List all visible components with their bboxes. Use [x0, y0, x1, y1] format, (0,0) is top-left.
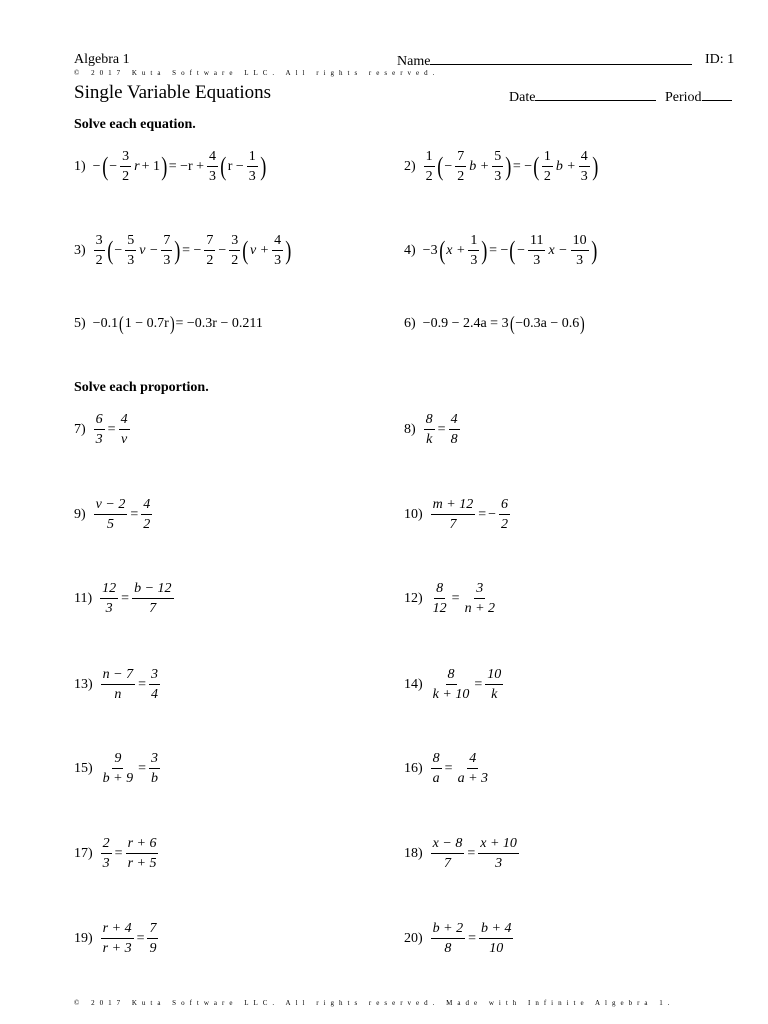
problem-number: 4) — [404, 242, 416, 258]
fraction — [424, 412, 435, 447]
fraction — [499, 497, 510, 532]
equation — [99, 667, 162, 702]
term: = − — [489, 242, 509, 258]
close-paren: ) — [169, 313, 175, 335]
numerator: 9 — [112, 751, 123, 769]
numerator: 3 — [149, 751, 160, 769]
fraction — [571, 233, 589, 268]
denominator: r + 5 — [127, 856, 157, 871]
close-paren: ) — [161, 151, 168, 181]
numerator: 8 — [431, 751, 442, 769]
fraction — [94, 412, 105, 447]
denominator: 2 — [231, 253, 239, 268]
open-paren: ( — [119, 313, 124, 335]
fraction — [485, 667, 503, 702]
period-label: Period — [665, 90, 702, 105]
problem-number: 15) — [74, 760, 93, 776]
numerator: 10 — [485, 667, 503, 685]
copyright-line: © 2017 Kuta Software LLC. All rights reserved. — [74, 69, 440, 77]
open-paren: ( — [509, 313, 515, 335]
fraction — [463, 581, 497, 616]
numerator: 4 — [119, 412, 130, 430]
denominator: 2 — [206, 253, 214, 268]
fraction — [468, 233, 479, 268]
close-paren: ) — [580, 313, 585, 335]
term: = −0.3r − 0.211 — [175, 316, 263, 331]
fraction — [149, 751, 160, 786]
denominator: 2 — [95, 253, 103, 268]
numerator: 8 — [434, 581, 445, 599]
term: b + — [469, 158, 490, 174]
denominator: a + 3 — [457, 771, 489, 786]
denominator: k — [426, 432, 433, 447]
numerator: 3 — [120, 149, 131, 167]
equation — [92, 233, 292, 268]
problem-number: 8) — [404, 421, 416, 437]
problem-20 — [404, 921, 515, 956]
denominator: 12 — [432, 601, 447, 616]
term: − — [92, 158, 101, 174]
fraction — [125, 233, 136, 268]
equation — [429, 581, 499, 616]
open-paren: ( — [509, 235, 516, 265]
problem-number: 7) — [74, 421, 86, 437]
variable: r — [134, 158, 140, 174]
problem-number: 13) — [74, 676, 93, 692]
equation — [99, 751, 162, 786]
fraction — [431, 581, 449, 616]
name-blank[interactable] — [430, 52, 692, 65]
denominator: 7 — [444, 856, 451, 871]
problem-13 — [74, 667, 162, 702]
fraction — [147, 921, 158, 956]
problem-2 — [404, 149, 598, 184]
problem-number: 3) — [74, 242, 86, 258]
numerator: 4 — [207, 149, 218, 167]
numerator: 7 — [161, 233, 172, 251]
problem-17 — [74, 836, 160, 871]
course-name: Algebra 1 — [74, 52, 130, 67]
numerator: 7 — [204, 233, 215, 251]
term: −0.3a − 0.6 — [515, 316, 580, 331]
problem-3 — [74, 233, 292, 268]
term: x − — [548, 242, 568, 258]
term: + 1 — [141, 158, 161, 174]
equals-sign: = — [474, 676, 483, 692]
fraction — [119, 412, 130, 447]
fraction — [126, 836, 159, 871]
denominator: 3 — [105, 601, 113, 616]
numerator: 8 — [424, 412, 435, 430]
denominator: 8 — [444, 941, 452, 956]
numerator: b + 2 — [431, 921, 465, 939]
problem-6 — [404, 314, 585, 334]
denominator: 3 — [580, 169, 588, 184]
fraction — [479, 921, 513, 956]
fraction — [272, 233, 283, 268]
equation — [92, 497, 155, 532]
numerator: 8 — [446, 667, 457, 685]
denominator: 2 — [143, 517, 151, 532]
denominator: k + 10 — [432, 687, 470, 702]
equals-sign: = — [130, 506, 139, 522]
term: −3 — [422, 242, 438, 258]
fraction — [101, 836, 112, 871]
close-paren: ) — [592, 151, 599, 181]
fraction — [229, 233, 240, 268]
fraction — [431, 751, 442, 786]
numerator: 7 — [147, 921, 158, 939]
name-label: Name — [397, 54, 431, 69]
term: 1 − 0.7r — [124, 316, 169, 331]
fraction — [247, 149, 258, 184]
numerator: 5 — [492, 149, 503, 167]
equation — [429, 921, 516, 956]
equation — [422, 149, 599, 184]
term: v + — [249, 242, 270, 258]
problem-8 — [404, 412, 462, 447]
fraction — [161, 233, 172, 268]
equation — [422, 412, 462, 447]
problem-19 — [74, 921, 160, 956]
problem-number: 17) — [74, 845, 93, 861]
numerator: 6 — [94, 412, 105, 430]
problem-7 — [74, 412, 132, 447]
equals-sign: = — [114, 845, 123, 861]
numerator: 4 — [579, 149, 590, 167]
close-paren: ) — [285, 235, 292, 265]
open-paren: ( — [242, 235, 249, 265]
problem-number: 19) — [74, 930, 93, 946]
numerator: n − 7 — [101, 667, 135, 685]
open-paren: ( — [438, 235, 445, 265]
problem-14 — [404, 667, 505, 702]
equation — [92, 314, 264, 334]
denominator: 2 — [457, 169, 465, 184]
denominator: 3 — [495, 856, 503, 871]
fraction — [579, 149, 590, 184]
equals-sign: = — [136, 930, 145, 946]
fraction — [204, 233, 215, 268]
numerator: 5 — [125, 233, 136, 251]
problem-4 — [404, 233, 597, 268]
denominator: n — [114, 687, 122, 702]
fraction — [431, 667, 472, 702]
problem-number: 2) — [404, 158, 416, 174]
denominator: 3 — [576, 253, 584, 268]
equals-sign: = — [478, 506, 487, 522]
fraction — [101, 921, 134, 956]
term: − — [517, 242, 525, 258]
numerator: 4 — [449, 412, 460, 430]
problem-number: 12) — [404, 590, 423, 606]
open-paren: ( — [101, 151, 108, 181]
numerator: 3 — [474, 581, 485, 599]
term: v − — [139, 242, 159, 258]
equation — [92, 412, 132, 447]
fraction — [100, 581, 118, 616]
problem-number: 1) — [74, 158, 86, 174]
open-paren: ( — [220, 151, 227, 181]
numerator: 12 — [100, 581, 118, 599]
numerator: 1 — [424, 149, 435, 167]
page-title: Single Variable Equations — [74, 82, 272, 103]
section-heading-proportions: Solve each proportion. — [74, 380, 209, 395]
denominator: b + 9 — [102, 771, 134, 786]
numerator: 4 — [467, 751, 478, 769]
denominator: 3 — [274, 253, 282, 268]
fraction — [101, 667, 135, 702]
problem-number: 16) — [404, 760, 423, 776]
term: = − — [512, 158, 533, 174]
denominator: 4 — [151, 687, 159, 702]
problem-16 — [404, 751, 492, 786]
fraction — [431, 836, 465, 871]
problem-number: 14) — [404, 676, 423, 692]
problem-number: 20) — [404, 930, 423, 946]
term: −0.9 − 2.4a = 3 — [422, 316, 509, 331]
close-paren: ) — [505, 151, 512, 181]
section-heading-equations: Solve each equation. — [74, 117, 196, 132]
fraction — [141, 497, 152, 532]
equation — [99, 836, 161, 871]
denominator: 10 — [489, 941, 504, 956]
period-blank[interactable] — [702, 88, 732, 101]
problem-9 — [74, 497, 154, 532]
name-field[interactable] — [397, 52, 692, 70]
fraction — [455, 149, 466, 184]
problem-10 — [404, 497, 512, 532]
denominator: 7 — [449, 517, 457, 532]
denominator: 3 — [494, 169, 502, 184]
term: = −r + — [168, 158, 205, 174]
date-blank[interactable] — [535, 88, 656, 101]
fraction — [94, 233, 105, 268]
open-paren: ( — [106, 235, 114, 265]
denominator: 3 — [102, 856, 110, 871]
equation — [429, 751, 492, 786]
equals-sign: = — [467, 845, 476, 861]
denominator: 7 — [149, 601, 157, 616]
denominator: 3 — [470, 253, 478, 268]
numerator: 4 — [272, 233, 283, 251]
numerator: 11 — [528, 233, 545, 251]
fraction — [449, 412, 460, 447]
equals-sign: = — [468, 930, 477, 946]
equation — [429, 667, 506, 702]
equation — [429, 497, 512, 532]
fraction — [132, 581, 173, 616]
denominator: 3 — [533, 253, 541, 268]
close-paren: ) — [260, 151, 267, 181]
problem-number: 9) — [74, 506, 86, 522]
numerator: 6 — [499, 497, 510, 515]
problem-15 — [74, 751, 162, 786]
term: = − — [182, 242, 202, 258]
term: − — [109, 158, 118, 174]
fraction — [101, 751, 135, 786]
date-label: Date — [509, 90, 536, 105]
numerator: 1 — [542, 149, 553, 167]
numerator: 3 — [94, 233, 105, 251]
problem-11 — [74, 581, 176, 616]
equation — [92, 149, 267, 184]
equals-sign: = — [437, 421, 446, 437]
numerator: 3 — [149, 667, 160, 685]
numerator: 1 — [247, 149, 258, 167]
minus-sign: − — [488, 506, 497, 522]
problem-number: 18) — [404, 845, 423, 861]
fraction — [424, 149, 435, 184]
denominator: 3 — [95, 432, 103, 447]
fraction — [528, 233, 545, 268]
term: b + — [555, 158, 576, 174]
numerator: r + 4 — [101, 921, 134, 939]
fraction — [149, 667, 160, 702]
fraction — [431, 921, 465, 956]
fraction — [492, 149, 503, 184]
problem-number: 11) — [74, 590, 93, 606]
problem-number: 10) — [404, 506, 423, 522]
denominator: b — [151, 771, 159, 786]
fraction — [456, 751, 490, 786]
denominator: 2 — [122, 169, 130, 184]
numerator: b − 12 — [132, 581, 173, 599]
denominator: 5 — [107, 517, 114, 532]
period-field[interactable] — [665, 88, 732, 106]
denominator: 3 — [127, 253, 135, 268]
numerator: r + 6 — [126, 836, 159, 854]
fraction — [478, 836, 519, 871]
fraction — [120, 149, 131, 184]
term: r − — [227, 158, 244, 174]
equals-sign: = — [138, 676, 147, 692]
numerator: 2 — [101, 836, 112, 854]
open-paren: ( — [436, 151, 444, 181]
numerator: 1 — [468, 233, 479, 251]
worksheet-id: ID: 1 — [705, 52, 735, 67]
fraction — [207, 149, 218, 184]
problem-12 — [404, 581, 499, 616]
equation — [422, 314, 585, 334]
date-field[interactable] — [509, 88, 656, 106]
equals-sign: = — [107, 421, 116, 437]
denominator: 2 — [501, 517, 509, 532]
fraction — [94, 497, 128, 532]
numerator: 3 — [229, 233, 240, 251]
numerator: x + 10 — [478, 836, 519, 854]
term: − — [444, 158, 453, 174]
close-paren: ) — [481, 235, 488, 265]
problem-18 — [404, 836, 521, 871]
term: −0.1 — [92, 316, 119, 331]
equation — [429, 836, 521, 871]
close-paren: ) — [174, 235, 181, 265]
numerator: 10 — [571, 233, 589, 251]
fraction — [431, 497, 476, 532]
equation — [98, 581, 175, 616]
problem-number: 5) — [74, 316, 86, 331]
denominator: 3 — [163, 253, 171, 268]
numerator: v − 2 — [94, 497, 128, 515]
equation — [422, 233, 598, 268]
close-paren: ) — [590, 235, 597, 265]
open-paren: ( — [533, 151, 540, 181]
numerator: 4 — [141, 497, 152, 515]
fraction — [542, 149, 553, 184]
term: x + — [446, 242, 466, 258]
footer-copyright: © 2017 Kuta Software LLC. All rights reserved. Made with Infinite Algebra 1. — [74, 999, 675, 1007]
term: − — [218, 242, 227, 258]
equals-sign: = — [444, 760, 453, 776]
problem-1 — [74, 149, 266, 184]
problem-number: 6) — [404, 316, 416, 331]
denominator: v — [120, 432, 128, 447]
numerator: 7 — [455, 149, 466, 167]
denominator: 3 — [248, 169, 256, 184]
denominator: 2 — [425, 169, 433, 184]
denominator: 3 — [209, 169, 217, 184]
equation — [99, 921, 161, 956]
denominator: 8 — [450, 432, 458, 447]
denominator: k — [491, 687, 498, 702]
denominator: 9 — [149, 941, 157, 956]
problem-5 — [74, 314, 264, 334]
denominator: r + 3 — [102, 941, 132, 956]
denominator: 2 — [543, 169, 551, 184]
numerator: x − 8 — [431, 836, 465, 854]
equals-sign: = — [138, 760, 147, 776]
equals-sign: = — [451, 590, 460, 606]
numerator: m + 12 — [431, 497, 476, 515]
denominator: a — [432, 771, 440, 786]
equals-sign: = — [121, 590, 130, 606]
denominator: n + 2 — [464, 601, 496, 616]
numerator: b + 4 — [479, 921, 513, 939]
term: − — [114, 242, 123, 258]
